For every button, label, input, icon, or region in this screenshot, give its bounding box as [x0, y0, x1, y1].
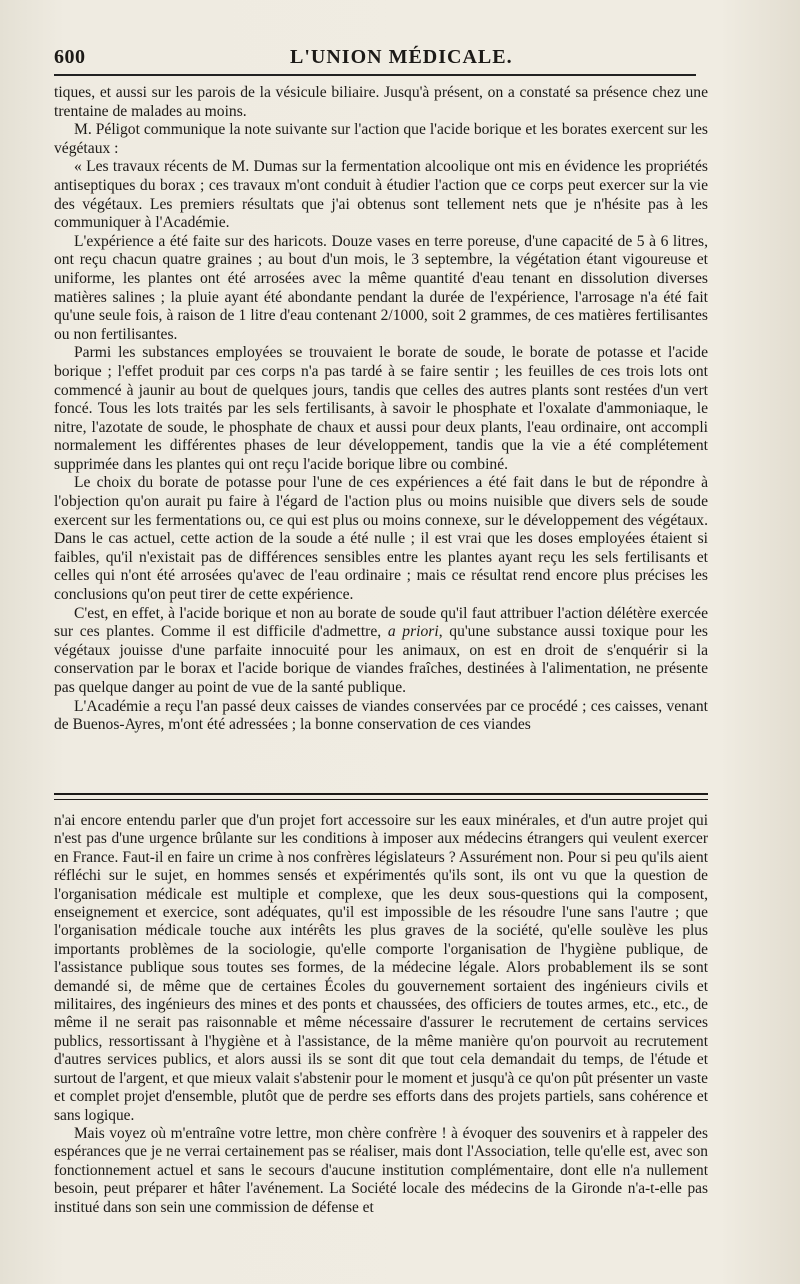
paragraph: tiques, et aussi sur les parois de la vésicule biliaire. Jusqu'à présent, on a constaté sa présence chez une trentaine de malades au moins.	[54, 84, 708, 120]
paragraph: Le choix du borate de potasse pour l'une de ces expériences a été fait dans le but de répondre à l'objection qu'on aurait pu faire à l'égard de l'action plus ou moins nuisible que divers sels de soude exercent sur les fermentations ou, ce qui est plus ou moins connexe, sur le développement des végétaux. Dans le cas actuel, cette action de la soude a été nulle ; il est vrai que les doses employées étaient si faibles, qu'il n'existait pas de différences sensibles entre les plantes ayant reçu les sels fertilisants et celles qui n'ont été arrosées qu'avec de l'eau ordinaire ; mais ce résultat rend encore plus précises les conclusions qu'on peut tirer de cette expérience.	[54, 474, 708, 604]
paragraph: « Les travaux récents de M. Dumas sur la fermentation alcoolique ont mis en évidence les propriétés antiseptiques du borax ; ces travaux m'ont conduit à étudier l'action que ce corps peut exercer sur la vie des végétaux. Les premiers résultats que j'ai obtenus sont tellement nets que je n'hésite pas à les communiquer à l'Académie.	[54, 158, 708, 232]
page-header	[54, 46, 704, 74]
header-rule	[54, 74, 696, 76]
section-separator	[54, 793, 708, 800]
paragraph: M. Péligot communique la note suivante sur l'action que l'acide borique et les borates exercent sur les végétaux :	[54, 121, 708, 157]
text-span: , qu'une substance aussi toxique pour les végétaux jouisse d'une parfaite innocuité pour les animaux, on est en droit de s'enquérir si la conservation par le borax et l'acide borique de viandes fraîches, destinées à l'alimentation, ne présente pas quelque danger au point de vue de la santé publique.	[54, 623, 708, 696]
paragraph: n'ai encore entendu parler que d'un projet fort accessoire sur les eaux minérales, et d'un autre projet qui n'est pas d'une urgence brûlante sur les conditions à imposer aux médecins étrangers qui veulent exercer en France. Faut-il en faire un crime à nos confrères législateurs ? Assurément non. Pour si peu qu'ils aient réfléchi sur le sujet, en hommes sensés et expérimentés qu'ils sont, ils ont vu que la question de l'organisation médicale est multiple et complexe, que les deux sous-questions qui la composent, enseignement et exercice, sont adéquates, qu'il est impossible de les résoudre l'une sans l'autre ; que l'organisation médicale touche aux intérêts les plus graves de la société, qu'elle soulève les plus importants problèmes de la sociologie, qu'elle comporte l'organisation de l'hygiène publique, de l'assistance publique sous toutes ses formes, de la médecine légale. Alors probablement ils se sont demandé si, de même que de certaines Écoles du gouvernement sortaient des ingénieurs civils et militaires, des ingénieurs des mines et des ponts et chaussées, des officiers de toutes armes, etc., etc., de même il ne serait pas raisonnable et même nécessaire d'assurer le recrutement de certains services publics, ressortissant à l'hygiène et à l'assistance, de la même manière qu'on pourvoit au recrutement d'autres services publics, et alors aussi ils se sont dit que tout cela demandait du temps, de l'étude et surtout de l'argent, et que mieux valait s'abstenir pour le moment et jusqu'à ce qu'on pût présenter un vaste et complet projet d'ensemble, plutôt que de perdre ses efforts dans des projets partiels, sans cohérence et sans logique.	[54, 812, 708, 1124]
italic-phrase: a priori	[387, 623, 439, 641]
bottom-article	[54, 812, 708, 1217]
top-article	[54, 84, 708, 735]
paragraph: Mais voyez où m'entraîne votre lettre, mon chère confrère ! à évoquer des souvenirs et à rappeler des espérances que je ne verrai certainement pas se réaliser, mais dont l'Association, telle qu'elle est, avec son fonctionnement actuel et sans le secours d'aucune institution complémentaire, dont elle n'a nullement besoin, peut préparer et hâter l'avénement. La Société locale des médecins de la Gironde n'a-t-elle pas institué dans son sein une commission de défense et	[54, 1124, 708, 1216]
paragraph: L'expérience a été faite sur des haricots. Douze vases en terre poreuse, d'une capacité de 5 à 6 litres, ont reçu chacun quatre graines ; au bout d'un mois, le 3 septembre, la végétation étant vigoureuse et uniforme, les plantes ont été arrosées avec la même quantité d'eau tenant en dissolution diverses matières salines ; la pluie ayant été abondante pendant la durée de l'expérience, l'arrosage n'a été fait qu'une seule fois, à raison de 1 litre d'eau contenant 2/1000, soit 2 grammes, de ces matières fertilisantes ou non fertilisantes.	[54, 232, 708, 343]
running-title: L'UNION MÉDICALE.	[290, 46, 513, 68]
paragraph: Parmi les substances employées se trouvaient le borate de soude, le borate de potasse et l'acide borique ; l'effet produit par ces corps n'a pas tardé à se faire sentir ; les feuilles de ces trois lots ont commencé à jaunir au bout de quelques jours, tandis que celles des autres plants sont restées d'un vert foncé. Tous les lots traités par les sels fertilisants, à savoir le phosphate et l'oxalate d'ammoniaque, le nitre, l'azotate de soude, le phosphate de chaux et aussi pour deux plants, l'eau ordinaire, ont accompli normalement les différentes phases de leur développement, tandis que la vie a été complétement supprimée dans les plantes qui ont reçu l'acide borique libre ou combiné.	[54, 344, 708, 473]
text-span: C'est, en effet, à l'acide borique et non au borate de soude qu'il faut attribuer l'action délétère exercée sur ces plantes. Comme il est difficile d'admettre,	[54, 604, 708, 641]
paragraph	[54, 605, 708, 698]
paragraph: L'Académie a reçu l'an passé deux caisses de viandes conservées par ce procédé ; ces caisses, venant de Buenos-Ayres, m'ont été adressées ; la bonne conservation de ces viandes	[54, 697, 708, 734]
page-number: 600	[54, 46, 86, 68]
